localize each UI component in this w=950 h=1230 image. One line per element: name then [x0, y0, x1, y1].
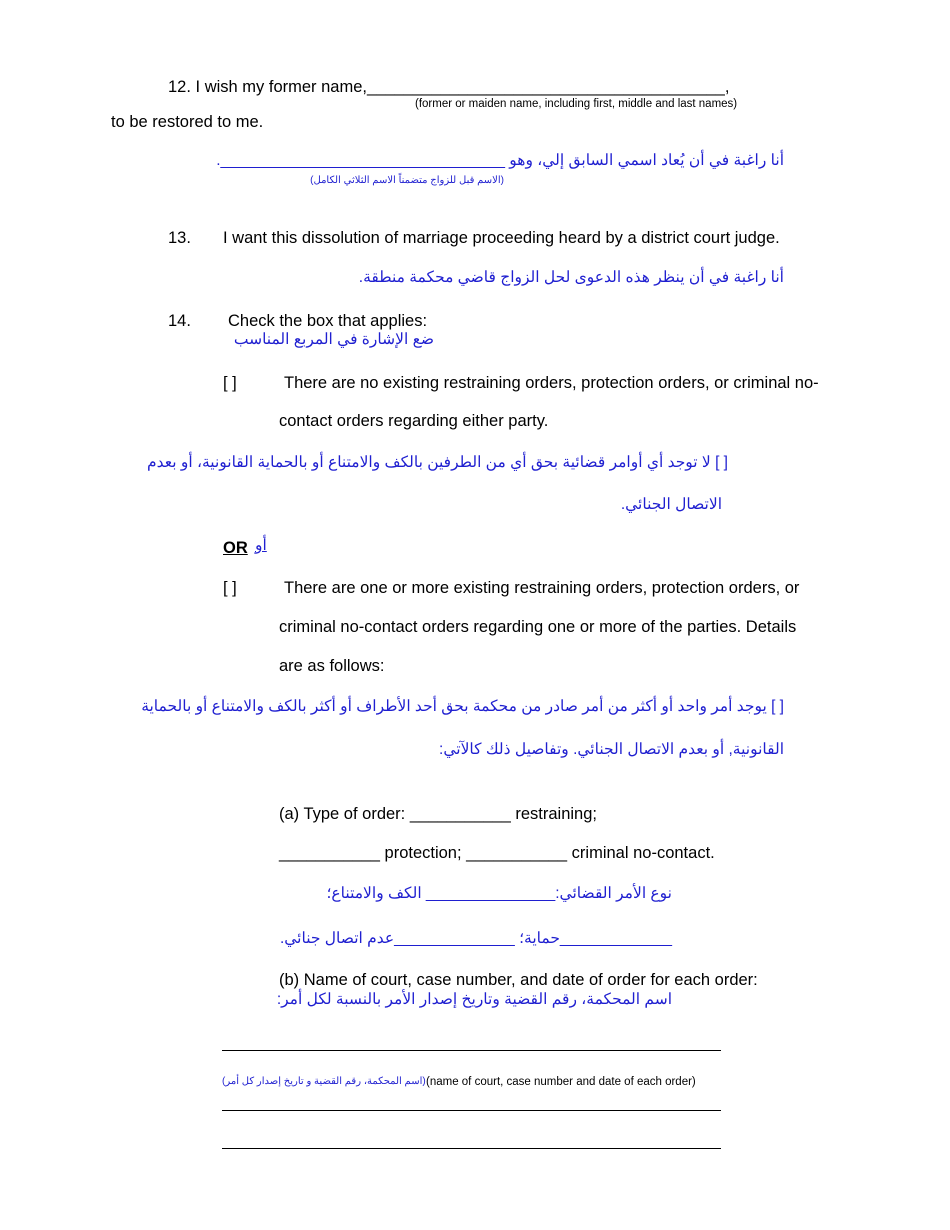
order-details-line-3[interactable] — [222, 1148, 721, 1149]
or-label: OR — [223, 539, 248, 557]
item13-number: 13. — [168, 229, 191, 247]
order-details-line-1[interactable] — [222, 1050, 721, 1051]
type-of-order-line2: ___________ protection; ___________ criminal no-contact. — [279, 844, 715, 862]
type-of-order-line1: (a) Type of order: ___________ restraining; — [279, 805, 597, 823]
type-of-order-arabic-line2: _____________حماية؛ ______________عدم اتصال جنائي. — [279, 930, 672, 947]
item12-text: 12. I wish my former name,_______________________________________, — [168, 78, 730, 96]
option2-text-line3: are as follows: — [279, 657, 385, 675]
option2-arabic-line2: القانونية, أو بعدم الاتصال الجنائي. وتفاصيل ذلك كالآتي: — [439, 741, 784, 758]
item14-number: 14. — [168, 312, 191, 330]
type-of-order-arabic-line1: نوع الأمر القضائي:_______________ الكف والامتناع؛ — [326, 885, 672, 902]
option1-text-line2: contact orders regarding either party. — [279, 412, 549, 430]
item12-arabic: أنا راغبة في أن يُعاد اسمي السابق إلي، وهو _________________________________. — [216, 152, 784, 169]
option2-text-line1: There are one or more existing restraining orders, protection orders, or — [284, 579, 800, 597]
option2-text-line2: criminal no-contact orders regarding one or more of the parties. Details — [279, 618, 797, 636]
order-details-caption-arabic: (اسم المحكمة، رقم القضية و تاريخ إصدار كل أمر) — [222, 1076, 426, 1087]
or-label-arabic: أو — [255, 537, 267, 554]
item12-continuation: to be restored to me. — [111, 113, 264, 131]
item12-arabic-hint: (الاسم قبل للزواج متضمناً الاسم الثلاثي الكامل) — [310, 175, 504, 186]
item12-hint: (former or maiden name, including first, middle and last names) — [415, 98, 738, 110]
item13-arabic: أنا راغبة في أن ينظر هذه الدعوى لحل الزواج قاضي محكمة منطقة. — [358, 269, 784, 286]
option1-arabic-line2: الاتصال الجنائي. — [620, 496, 722, 513]
item14-instruction-arabic: ضع الإشارة في المربع المناسب — [233, 331, 434, 348]
item13-text: I want this dissolution of marriage proceeding heard by a district court judge. — [223, 229, 780, 247]
order-details-line-2[interactable] — [222, 1110, 721, 1111]
option1-text-line1: There are no existing restraining orders, protection orders, or criminal no- — [284, 374, 819, 392]
option2-checkbox[interactable]: [ ] — [223, 579, 237, 597]
court-name-instruction: (b) Name of court, case number, and date of order for each order: — [279, 971, 758, 989]
option1-checkbox[interactable]: [ ] — [223, 374, 237, 392]
option2-arabic-line1: [ ] يوجد أمر واحد أو أكثر من أمر صادر من محكمة بحق أحد الأطراف أو أكثر بالكف والامتناع أو بالحماية — [141, 698, 784, 715]
court-name-instruction-arabic: اسم المحكمة، رقم القضية وتاريخ إصدار الأمر بالنسبة لكل أمر: — [276, 991, 672, 1008]
option1-arabic-line1: [ ] لا توجد أي أوامر قضائية بحق أي من الطرفين بالكف والامتناع أو بالحماية القانونية، أو بعدم — [147, 454, 728, 471]
item14-instruction: Check the box that applies: — [228, 312, 428, 330]
order-details-caption: (name of court, case number and date of each order) — [426, 1076, 696, 1088]
